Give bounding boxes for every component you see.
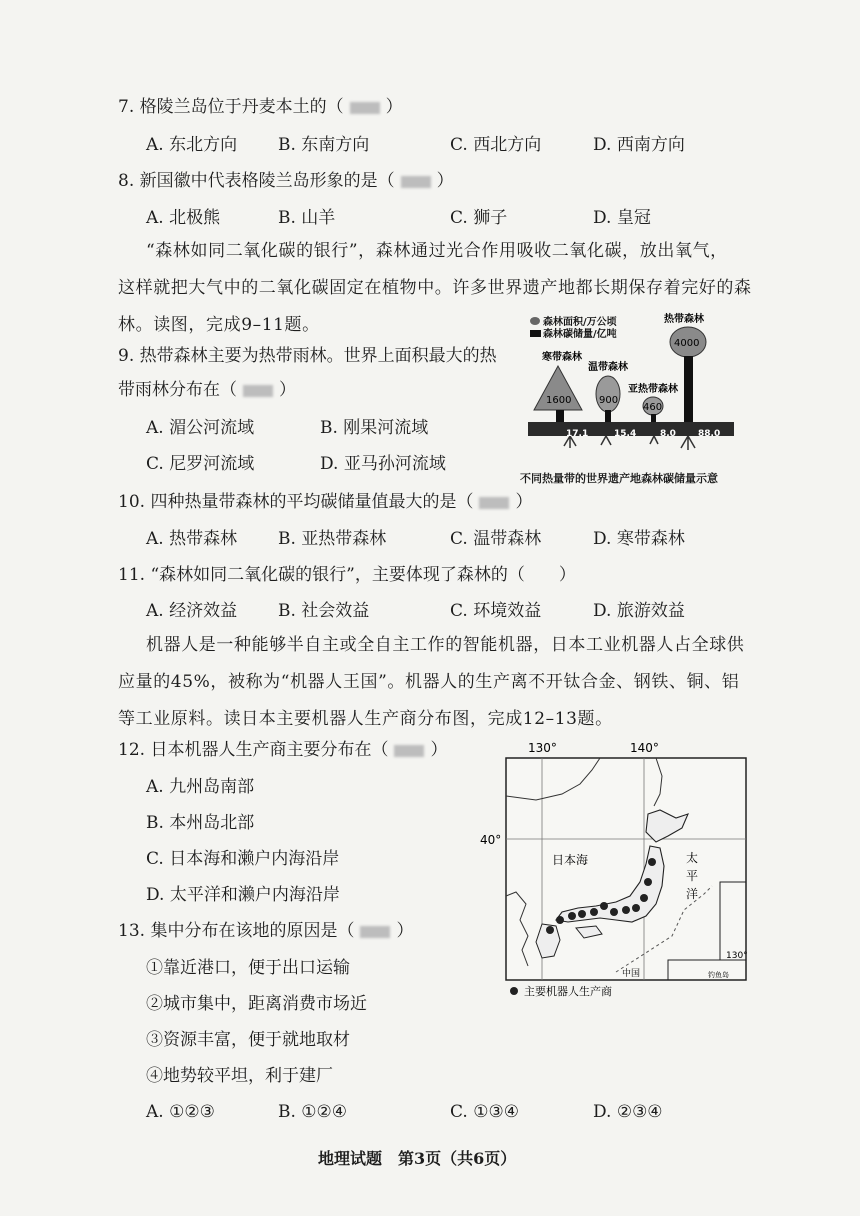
q12-stem-line: 12. 日本机器人生产商主要分布在（ ） [118,740,448,760]
q9-option-c[interactable]: C. 尼罗河流域 [146,454,255,474]
q11-stem: 11. “森林如同二氧化碳的银行”，主要体现了森林的（ ） [118,565,576,585]
q10-option-b[interactable]: B. 亚热带森林 [278,529,387,549]
intro1-line2: 这样就把大气中的二氧化碳固定在植物中。许多世界遗产地都长期保存着完好的森 [118,278,752,298]
q7-option-b[interactable]: B. 东南方向 [278,135,370,155]
page-footer: 地理试题 第3页（共6页） [318,1149,517,1168]
carbon-boreal: 17.1 [566,429,589,439]
q13-item-1: ①靠近港口，便于出口运输 [146,958,350,978]
q11-option-c[interactable]: C. 环境效益 [450,601,542,621]
answer-smudge [394,745,424,757]
producer-dot [556,916,564,924]
tree-temperate [596,376,620,412]
q13-item-3: ③资源丰富，便于就地取材 [146,1030,350,1050]
label-temperate: 温带森林 [588,362,628,373]
q8-stem-line: 8. 新国徽中代表格陵兰岛形象的是（ ） [118,171,454,191]
q10-stem: 10. 四种热量带森林的平均碳储量值最大的是（ [118,492,474,512]
label-tropical: 热带森林 [664,314,704,325]
q8-option-b[interactable]: B. 山羊 [278,208,336,228]
q11-option-b[interactable]: B. 社会效益 [278,601,370,621]
label-pacific-3: 洋 [686,887,699,901]
q13-item-2: ②城市集中，距离消费市场近 [146,994,367,1014]
intro2-line3: 等工业原料。读日本主要机器人生产商分布图，完成12–13题。 [118,709,613,729]
producer-dot [640,894,648,902]
label-pacific-2: 平 [686,869,699,883]
q8-option-a[interactable]: A. 北极熊 [146,208,221,228]
q9-option-d[interactable]: D. 亚马孙河流域 [320,454,446,474]
intro2-line2: 应量的45%，被称为“机器人王国”。机器人的生产离不开钛合金、钢铁、铜、铝 [118,672,740,692]
q9-stem-b: 带雨林分布在（ [118,380,237,400]
q7-option-d[interactable]: D. 西南方向 [593,135,685,155]
producer-dot [600,902,608,910]
q13-item-4: ④地势较平坦，利于建厂 [146,1066,333,1086]
q7-stem: 7. 格陵兰岛位于丹麦本土的（ [118,97,344,117]
carbon-temperate: 15.4 [614,429,637,439]
carbon-subtropical: 8.0 [660,429,676,439]
answer-smudge [360,926,390,938]
area-tropical: 4000 [674,338,700,349]
q7-option-a[interactable]: A. 东北方向 [146,135,238,155]
legend-area-label: 森林面积/万公顷 [543,317,617,328]
label-subtropical: 亚热带森林 [628,384,678,395]
q12-option-a[interactable]: A. 九州岛南部 [146,777,255,797]
q9-option-b[interactable]: B. 刚果河流域 [320,418,429,438]
forest-carbon-figure [522,310,742,470]
inset-china-label: 中国 [622,969,641,979]
area-subtropical: 460 [643,402,663,413]
legend-area-icon [530,317,540,325]
q9-stem-a: 9. 热带森林主要为热带雨林。世界上面积最大的热 [118,346,497,366]
answer-smudge [479,497,509,509]
lat-label-40: 40° [480,833,502,847]
area-temperate: 900 [599,395,619,406]
inset-islands-label: 钓鱼岛 [708,971,729,979]
intro2-line1: 机器人是一种能够半自主或全自主工作的智能机器，日本工业机器人占全球供 [146,635,745,655]
q13-option-a[interactable]: A. ①②③ [146,1102,215,1122]
japan-robot-map [476,736,752,998]
trunk-temperate [605,410,611,422]
label-pacific-1: 太 [686,851,699,865]
lon-label-140: 140° [630,741,659,755]
forest-figure-caption: 不同热量带的世界遗产地森林碳储量示意 [520,472,718,485]
inset-lon-130: 130° [726,951,748,961]
legend-producer-label: 主要机器人生产商 [524,985,612,998]
intro1-line3: 林。读图，完成9–11题。 [118,315,320,335]
intro1-line1: “森林如同二氧化碳的银行”，森林通过光合作用吸收二氧化碳，放出氧气， [146,241,728,261]
q13-stem-line: 13. 集中分布在该地的原因是（ ） [118,921,414,941]
q9-option-a[interactable]: A. 湄公河流域 [146,418,255,438]
q13-option-b[interactable]: B. ①②④ [278,1102,348,1122]
q12-option-b[interactable]: B. 本州岛北部 [146,813,255,833]
q13-option-c[interactable]: C. ①③④ [450,1102,519,1122]
producer-dot [568,912,576,920]
producer-dot [590,908,598,916]
producer-dot [644,878,652,886]
producer-dot [610,908,618,916]
q8-option-c[interactable]: C. 狮子 [450,208,508,228]
q13-option-d[interactable]: D. ②③④ [593,1102,663,1122]
q11-option-d[interactable]: D. 旅游效益 [593,601,685,621]
answer-smudge [350,102,380,114]
producer-dot [622,906,630,914]
producer-dot [632,904,640,912]
lon-label-130: 130° [528,741,557,755]
producer-dot [546,926,554,934]
q12-option-c[interactable]: C. 日本海和濑户内海沿岸 [146,849,340,869]
q11-option-a[interactable]: A. 经济效益 [146,601,238,621]
area-boreal: 1600 [546,395,572,406]
label-sea-of-japan: 日本海 [552,853,589,867]
q10-option-a[interactable]: A. 热带森林 [146,529,238,549]
carbon-tropical: 88.0 [698,429,721,439]
legend-producer-icon [510,987,518,995]
q8-option-d[interactable]: D. 皇冠 [593,208,651,228]
q9-stem-line: 带雨林分布在（ ） [118,380,296,400]
producer-dot [648,858,656,866]
producer-dot [578,910,586,918]
trunk-subtropical [651,414,656,422]
label-boreal: 寒带森林 [542,352,582,363]
q10-option-c[interactable]: C. 温带森林 [450,529,542,549]
q10-stem-line: 10. 四种热量带森林的平均碳储量值最大的是（ ） [118,492,533,512]
q13-stem: 13. 集中分布在该地的原因是（ [118,921,355,941]
q8-stem: 8. 新国徽中代表格陵兰岛形象的是（ [118,171,395,191]
q7-stem-line: 7. 格陵兰岛位于丹麦本土的（ ） [118,97,403,117]
q7-option-c[interactable]: C. 西北方向 [450,135,542,155]
trunk-tropical [684,356,693,422]
answer-smudge [401,176,431,188]
q12-stem: 12. 日本机器人生产商主要分布在（ [118,740,389,760]
answer-smudge [243,385,273,397]
q10-option-d[interactable]: D. 寒带森林 [593,529,685,549]
legend-carbon-icon [530,330,541,337]
trunk-boreal [556,410,564,422]
legend-carbon-label: 森林碳储量/亿吨 [543,329,617,340]
q12-option-d[interactable]: D. 太平洋和濑户内海沿岸 [146,885,340,905]
